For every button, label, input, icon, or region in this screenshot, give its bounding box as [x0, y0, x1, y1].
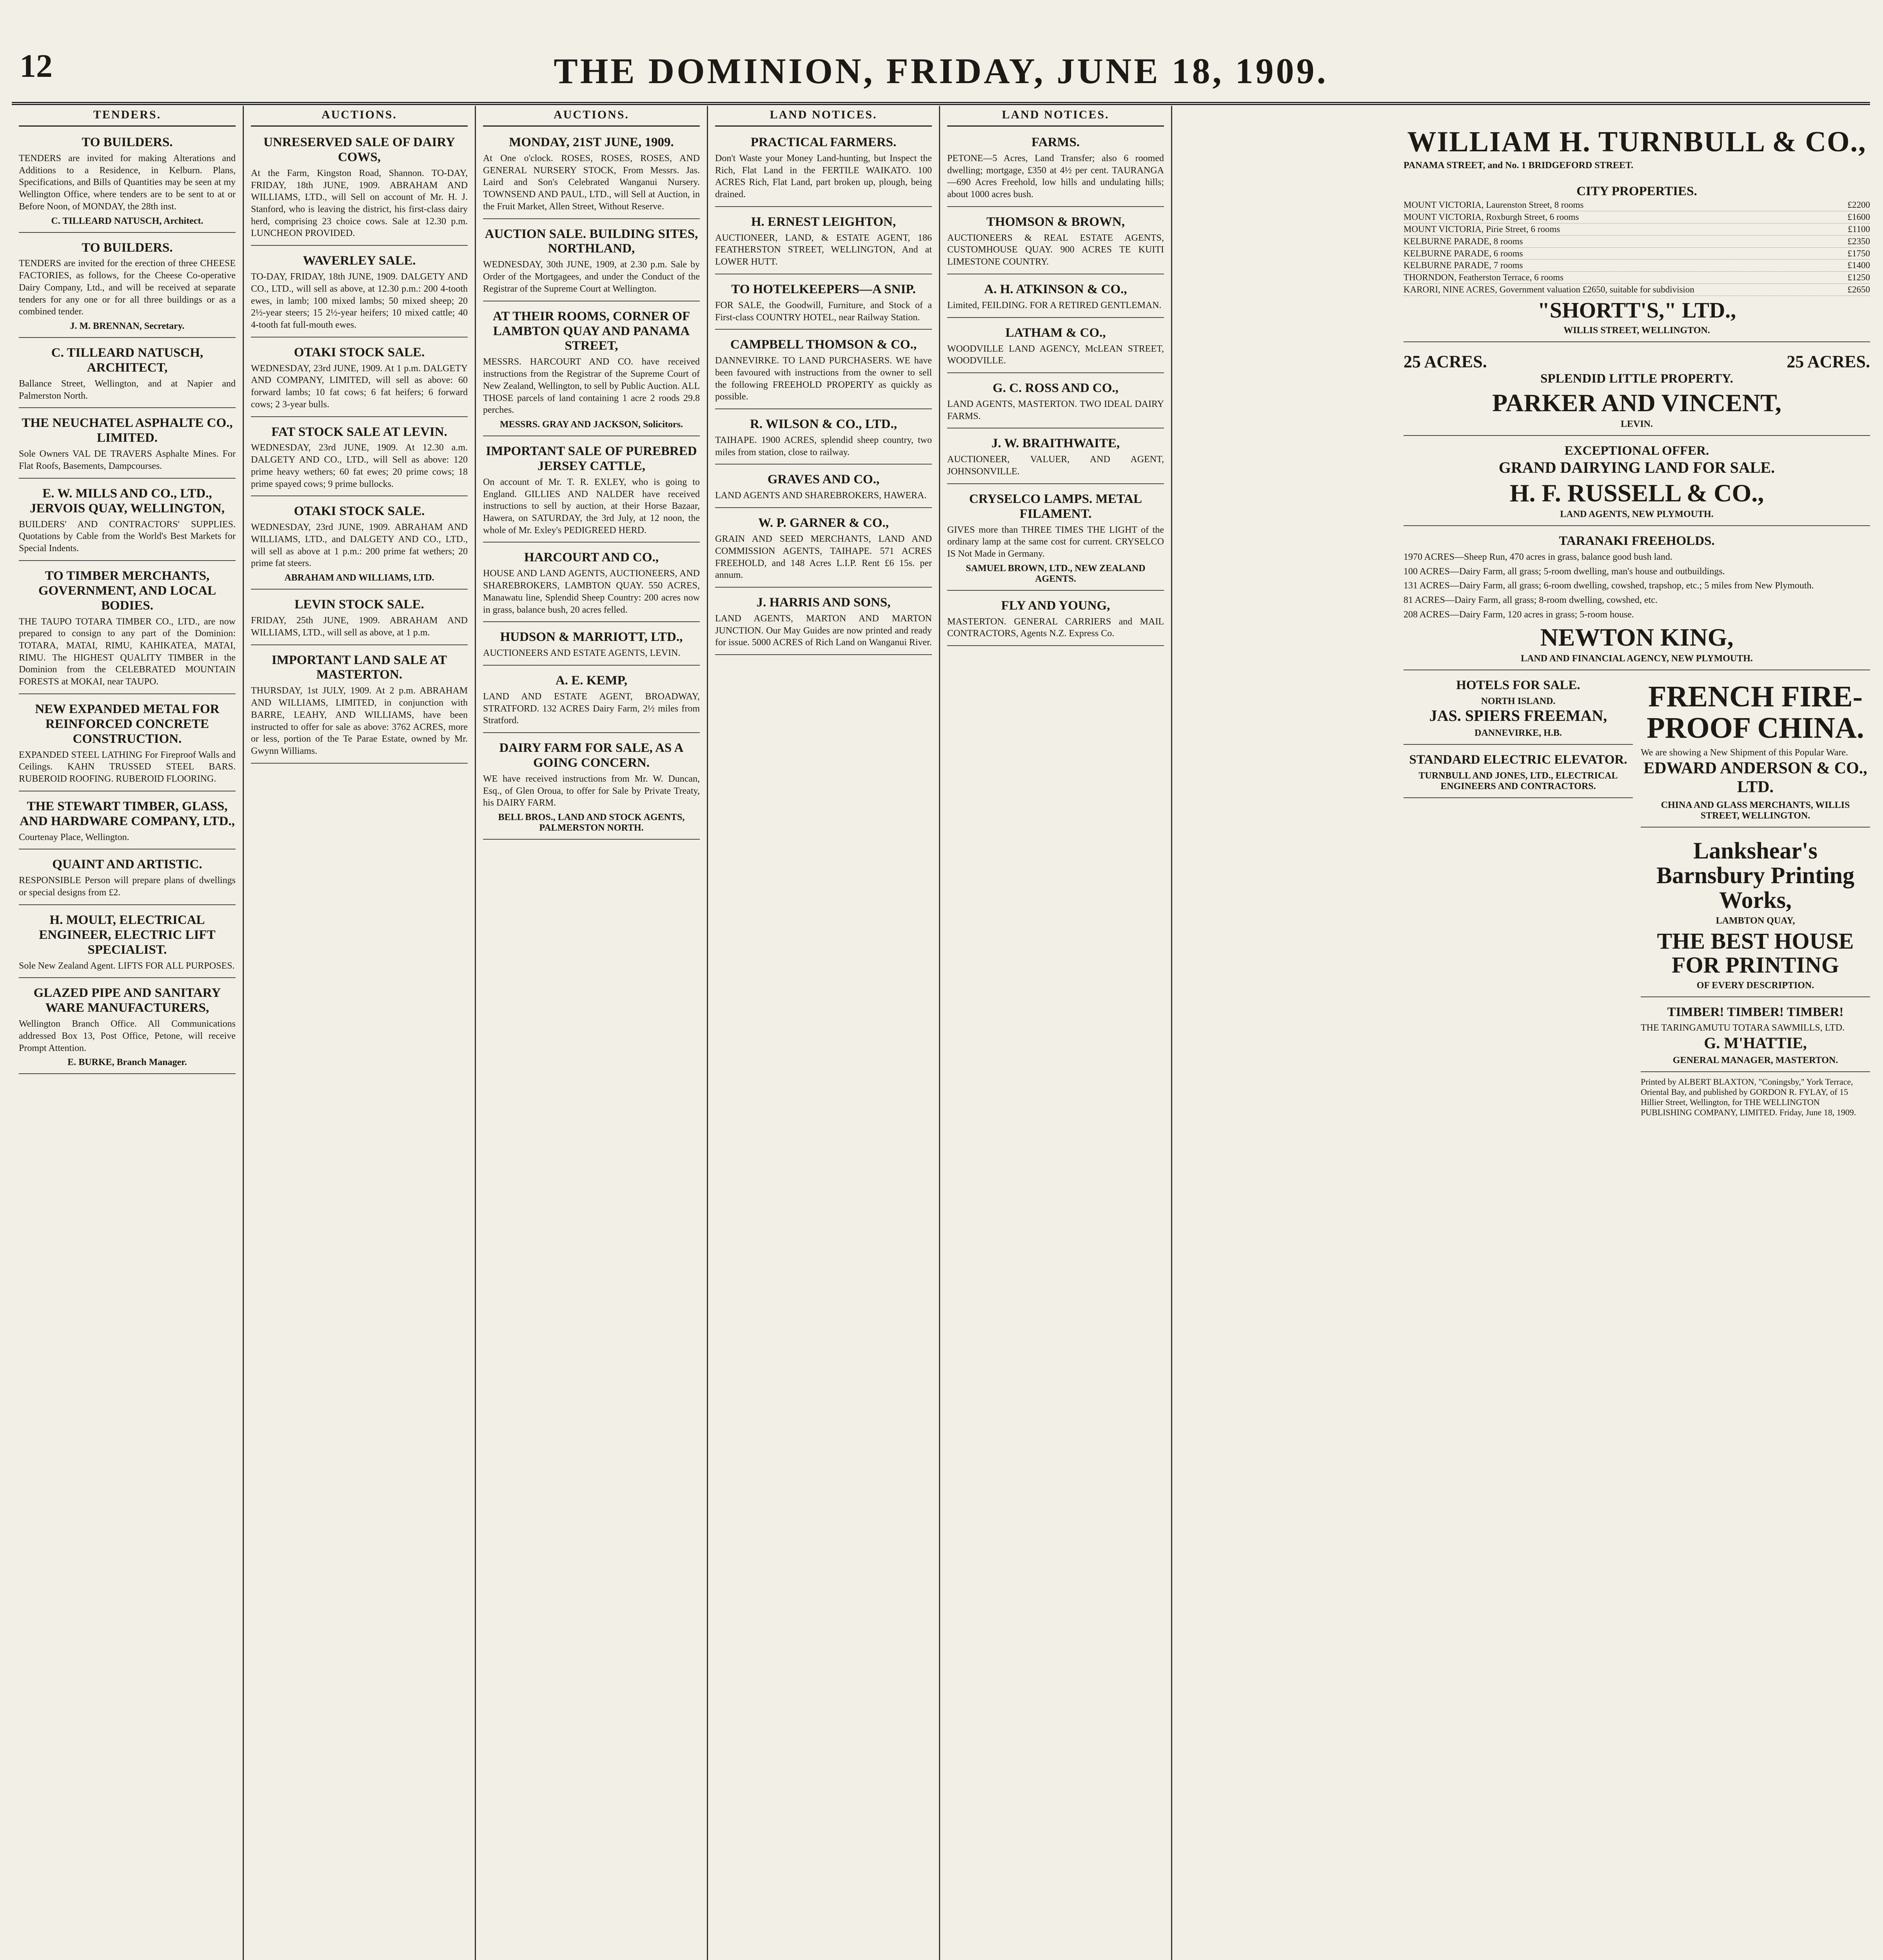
- ad-title: THE NEUCHATEL ASPHALTE CO., LIMITED.: [22, 416, 233, 445]
- ad-title: IMPORTANT SALE OF PUREBRED JERSEY CATTLE,: [486, 444, 697, 473]
- advertisement: [251, 132, 468, 246]
- ad-body: WEDNESDAY, 30th JUNE, 1909, at 2.30 p.m. Sale by Order of the Mortgagees, and under the Conduct of the Registrar of the Supreme Court at Wellington.: [483, 260, 700, 294]
- ad-title: J. W. BRAITHWAITE,: [991, 436, 1120, 451]
- ad-body: Don't Waste your Money Land-hunting, but Inspect the Rich, Flat Land in the FERTILE WAIKATO. 100 ACRES Rich, Flat Land, part broken up, plough, being drained.: [715, 153, 932, 200]
- advertisement: [251, 501, 468, 590]
- ad-body: LAND AGENTS AND SHAREBROKERS, HAWERA.: [715, 490, 927, 501]
- city-properties-title: CITY PROPERTIES.: [1576, 184, 1697, 198]
- china-ad: [1641, 675, 1870, 828]
- advertisement: [19, 854, 236, 905]
- property-price: £1250: [1847, 272, 1870, 283]
- property-label: KARORI, NINE ACRES, Government valuation £2650, suitable for subdivision: [1404, 285, 1694, 295]
- ad-body: Wellington Branch Office. All Communications addressed Box 13, Post Office, Petone, will receive Prompt Attention.: [19, 1019, 236, 1053]
- ad-title: OTAKI STOCK SALE.: [294, 345, 425, 359]
- taranaki-row: 1970 ACRES—Sheep Run, 470 acres in grass, balance good bush land.: [1404, 552, 1672, 563]
- printing-sub: OF EVERY DESCRIPTION.: [1696, 980, 1814, 991]
- city-property-row: [1404, 199, 1870, 211]
- timber-body: THE TARINGAMUTU TOTARA SAWMILLS, LTD.: [1641, 1023, 1845, 1033]
- ad-title: HARCOURT AND CO.,: [524, 550, 659, 565]
- ad-body: AUCTIONEER, LAND, & ESTATE AGENT, 186 FEATHERSTON STREET, WELLINGTON, And at LOWER HUTT.: [715, 232, 932, 267]
- advertisement: [715, 279, 932, 330]
- column-header: TENDERS.: [19, 106, 236, 127]
- advertisement: [19, 983, 236, 1074]
- city-property-row: [1404, 284, 1870, 296]
- ad-body: THURSDAY, 1st JULY, 1909. At 2 p.m. ABRAHAM AND WILLIAMS, LIMITED, in conjunction with BARRE, LEAHY, AND WILLIAMS, have been instructed to offer for sale as above: 3762 ACRES, more or less, portion of the Te Parae Estate, owned by Mr. Gwynn Williams.: [251, 686, 468, 756]
- anderson-address: CHINA AND GLASS MERCHANTS, WILLIS STREET, WELLINGTON.: [1661, 800, 1850, 821]
- city-property-row: [1404, 211, 1870, 223]
- ad-title: DAIRY FARM FOR SALE, AS A GOING CONCERN.: [499, 741, 684, 770]
- ad-title: AT THEIR ROOMS, CORNER OF LAMBTON QUAY AND PANAMA STREET,: [492, 309, 690, 353]
- advertisement: [483, 738, 700, 840]
- column-header: AUCTIONS.: [483, 106, 700, 127]
- ad-title: CRYSELCO LAMPS. METAL FILAMENT.: [969, 492, 1142, 521]
- advertisement: [947, 489, 1164, 591]
- ad-body: AUCTIONEER, VALUER, AND AGENT, JOHNSONVILLE.: [947, 454, 1164, 477]
- property-label: MOUNT VICTORIA, Laurenston Street, 8 rooms: [1404, 200, 1584, 210]
- freeman-address: DANNEVIRKE, H.B.: [1474, 728, 1562, 738]
- ad-title: THOMSON & BROWN,: [986, 214, 1125, 229]
- column-4: [708, 106, 940, 1960]
- advertisement: [483, 132, 700, 219]
- column-header: AUCTIONS.: [251, 106, 468, 127]
- ad-title: C. TILLEARD NATUSCH, ARCHITECT,: [51, 346, 203, 375]
- timber-title: TIMBER! TIMBER! TIMBER!: [1667, 1005, 1844, 1019]
- mhattie-agent: G. M'HATTIE,: [1704, 1034, 1807, 1052]
- taranaki-title: TARANAKI FREEHOLDS.: [1559, 534, 1715, 548]
- ad-title: R. WILSON & CO., LTD.,: [750, 417, 897, 432]
- parker-vincent: PARKER AND VINCENT,: [1492, 388, 1781, 417]
- ad-body: DANNEVIRKE. TO LAND PURCHASERS. WE have been favoured with instructions from the owner to sell the following FREEHOLD PROPERTY as quickly as possible.: [715, 356, 932, 402]
- city-property-row: [1404, 260, 1870, 272]
- ad-body: TAIHAPE. 1900 ACRES, splendid sheep country, two miles from station, close to railway.: [715, 435, 932, 457]
- ad-body: WOODVILLE LAND AGENCY, McLEAN STREET, WOODVILLE.: [947, 343, 1164, 366]
- property-label: KELBURNE PARADE, 6 rooms: [1404, 248, 1523, 258]
- acres-ad: [1404, 347, 1870, 436]
- newton-king: NEWTON KING,: [1540, 623, 1734, 651]
- ad-title: NEW EXPANDED METAL FOR REINFORCED CONCRETE CONSTRUCTION.: [35, 702, 220, 746]
- parker-vincent-place: LEVIN.: [1620, 419, 1653, 429]
- advertisement: [947, 323, 1164, 373]
- advertisement: [947, 279, 1164, 318]
- ad-title: TO HOTELKEEPERS—A SNIP.: [731, 282, 916, 296]
- ad-title: QUAINT AND ARTISTIC.: [52, 857, 202, 872]
- property-price: £1100: [1848, 224, 1870, 234]
- ad-title: E. W. MILLS AND CO., LTD., JERVOIS QUAY, WELLINGTON,: [29, 486, 225, 515]
- advertisement: [715, 469, 932, 508]
- ad-title: IMPORTANT LAND SALE AT MASTERTON.: [271, 653, 447, 682]
- city-property-row: [1404, 272, 1870, 284]
- ad-body: LAND AGENTS, MASTERTON. TWO IDEAL DAIRY FARMS.: [947, 399, 1164, 421]
- advertisement: [19, 566, 236, 694]
- ad-title: LATHAM & CO.,: [1005, 325, 1106, 340]
- turnbull-heading: WILLIAM H. TURNBULL & CO.,: [1407, 126, 1867, 158]
- advertisement: [483, 627, 700, 666]
- column-1: [12, 106, 244, 1960]
- lankshear-title: Lankshear's Barnsbury Printing Works,: [1656, 837, 1855, 913]
- property-price: £2350: [1847, 236, 1870, 246]
- taranaki-row: 81 ACRES—Dairy Farm, all grass; 8-room dwelling, cowshed, etc.: [1404, 595, 1658, 606]
- ad-body: WEDNESDAY, 23rd JUNE, 1909. ABRAHAM AND WILLIAMS, LTD., and DALGETY AND CO., LTD., will sell as above at 1 p.m.: 200 prime fat wethers; 20 prime fat steers.: [251, 522, 468, 569]
- advertisement: [19, 910, 236, 978]
- ad-title: THE STEWART TIMBER, GLASS, AND HARDWARE COMPANY, LTD.,: [20, 799, 235, 828]
- ad-body: TENDERS are invited for making Alterations and Additions to a Residence, in Kelburn. Plans, Specifications, and Bills of Quantities may be seen at my Wellington Office, where tenders are to be sent to at or Before Noon, of MONDAY, the 28th inst.: [19, 153, 236, 212]
- ad-body: LAND AGENTS, MARTON AND MARTON JUNCTION. Our May Guides are now printed and ready for issue. 5000 ACRES of Rich Land on Wanganui River.: [715, 613, 932, 648]
- ad-body: MESSRS. HARCOURT AND CO. have received instructions from the Registrar of the Supreme Court of New Zealand, Wellington, to sell by Public Auction. ALL THOSE parcels of land containing 1 acre 2 roods 29.8 perches.: [483, 357, 700, 416]
- advertisement: [715, 334, 932, 409]
- taranaki-row: 131 ACRES—Dairy Farm, all grass; 6-room dwelling, cowshed, trapshop, etc.; 5 miles from New Plymouth.: [1404, 581, 1814, 591]
- acres-left: 25 ACRES.: [1404, 352, 1487, 371]
- russell-agent: H. F. RUSSELL & CO.,: [1509, 479, 1764, 507]
- ad-body: Courtenay Place, Wellington.: [19, 832, 129, 842]
- ad-signature: MESSRS. GRAY AND JACKSON, Solicitors.: [500, 419, 683, 430]
- column-header: LAND NOTICES.: [715, 106, 932, 127]
- ad-body: LAND AND ESTATE AGENT, BROADWAY, STRATFORD. 132 ACRES Dairy Farm, 2½ miles from Stratford.: [483, 691, 700, 726]
- property-label: THORNDON, Featherston Terrace, 6 rooms: [1404, 272, 1564, 283]
- ad-title: GLAZED PIPE AND SANITARY WARE MANUFACTURERS,: [33, 986, 221, 1015]
- ad-body: GIVES more than THREE TIMES THE LIGHT of the ordinary lamp at the same cost for current. CRYSELCO IS Not Made in Germany.: [947, 524, 1164, 559]
- ad-title: CAMPBELL THOMSON & CO.,: [730, 338, 917, 352]
- imprint: Printed by ALBERT BLAXTON, "Coningsby," York Terrace, Oriental Bay, and published by GORDON R. FYLAY, of 15 Hillier Street, Wellington, for THE WELLINGTON PUBLISHING COMPANY, LIMITED. Friday, June 18, 1909.: [1641, 1077, 1856, 1118]
- city-properties: [1404, 181, 1870, 342]
- advertisement: [947, 595, 1164, 646]
- advertisement: [19, 483, 236, 561]
- ad-body: On account of Mr. T. R. EXLEY, who is going to England. GILLIES AND NALDER have received instructions to sell by auction, at their Horse Bazaar, Hawera, on SATURDAY, the 3rd July, at 12 noon, the whole of Mr. Exley's PEDIGREED HERD.: [483, 477, 700, 535]
- column-5: [940, 106, 1172, 1960]
- advertisement: [251, 650, 468, 764]
- ad-title: H. MOULT, ELECTRICAL ENGINEER, ELECTRIC LIFT SPECIALIST.: [39, 913, 216, 957]
- ad-body: Sole New Zealand Agent. LIFTS FOR ALL PURPOSES.: [19, 960, 235, 971]
- ad-body: THE TAUPO TOTARA TIMBER CO., LTD., are now prepared to consign to any part of the Dominion: TOTARA, MATAI, RIMU, KAHIKATEA, MATAI, RIMU. The HIGHEST QUALITY TIMBER in the Dominion from the CELEBRATED MOUNTAIN FORESTS at MOKAI, near TAUPO.: [19, 616, 236, 687]
- acres-right: 25 ACRES.: [1787, 352, 1870, 371]
- hotels-ad: [1404, 675, 1633, 745]
- newton-king-address: LAND AND FINANCIAL AGENCY, NEW PLYMOUTH.: [1521, 653, 1753, 664]
- lankshear-place: LAMBTON QUAY,: [1716, 915, 1795, 926]
- ad-body: Sole Owners VAL DE TRAVERS Asphalte Mines. For Flat Roofs, Basements, Dampcourses.: [19, 449, 236, 471]
- advertisement: [715, 513, 932, 588]
- ad-title: GRAVES AND CO.,: [767, 472, 880, 487]
- ad-title: FLY AND YOUNG,: [1001, 598, 1110, 613]
- mhattie-role: GENERAL MANAGER, MASTERTON.: [1672, 1055, 1838, 1066]
- printing-ad: [1641, 832, 1870, 997]
- ad-title: MONDAY, 21ST JUNE, 1909.: [509, 135, 674, 149]
- right-section: [1404, 125, 1870, 1118]
- ad-title: H. ERNEST LEIGHTON,: [751, 214, 896, 229]
- property-label: KELBURNE PARADE, 8 rooms: [1404, 236, 1523, 246]
- ad-title: TO BUILDERS.: [82, 135, 173, 149]
- china-body: We are showing a New Shipment of this Popular Ware.: [1641, 748, 1848, 758]
- ad-title: UNRESERVED SALE OF DAIRY COWS,: [263, 135, 455, 164]
- turnbull-address: [1404, 160, 1870, 171]
- ad-body: WEDNESDAY, 23rd JUNE, 1909. At 1 p.m. DALGETY AND COMPANY, LIMITED, will sell as above: 60 forward lambs; 10 fat cows; 6 fat heifers; 6 forward cows; 2 3-year bulls.: [251, 363, 468, 410]
- ad-body: GRAIN AND SEED MERCHANTS, LAND AND COMMISSION AGENTS, TAIHAPE. 571 ACRES FREEHOLD, and 148 Acres L.I.P. Rent £6 15s. per annum.: [715, 534, 932, 581]
- taranaki-freeholds: [1404, 531, 1870, 670]
- elevator-ad: [1404, 750, 1633, 798]
- property-label: MOUNT VICTORIA, Roxburgh Street, 6 rooms: [1404, 212, 1579, 222]
- timber-ad: [1641, 1002, 1870, 1073]
- turnbull-address-text: PANAMA STREET, and No. 1 BRIDGEFORD STREET.: [1404, 160, 1634, 171]
- property-price: £2650: [1847, 285, 1870, 295]
- ad-title: WAVERLEY SALE.: [303, 254, 416, 268]
- hotels-title: HOTELS FOR SALE.: [1456, 678, 1580, 692]
- column-3: [476, 106, 708, 1960]
- ad-title: A. E. KEMP,: [555, 673, 628, 688]
- column-2: [244, 106, 476, 1960]
- advertisement: [483, 224, 700, 301]
- city-property-row: [1404, 223, 1870, 236]
- ad-title: FARMS.: [1031, 135, 1080, 149]
- ad-body: RESPONSIBLE Person will prepare plans of dwellings or special designs from £2.: [19, 875, 236, 898]
- ad-body: Ballance Street, Wellington, and at Napier and Palmerston North.: [19, 378, 236, 401]
- advertisement: [251, 250, 468, 338]
- ad-title: G. C. ROSS AND CO.,: [993, 381, 1119, 395]
- ad-body: WE have received instructions from Mr. W. Duncan, Esq., of Glen Oroua, to offer for Sale by Private Treaty, his DAIRY FARM.: [483, 773, 700, 808]
- property-label: MOUNT VICTORIA, Pirie Street, 6 rooms: [1404, 224, 1560, 234]
- ad-body: Limited, FEILDING. FOR A RETIRED GENTLEMAN.: [947, 300, 1162, 310]
- city-property-row: [1404, 248, 1870, 260]
- ad-body: WEDNESDAY, 23rd JUNE, 1909. At 12.30 a.m. DALGETY AND CO., LTD., will Sell as above: 120 prime heavy wethers; 60 fat ewes; 20 prime cows; 18 prime spayed cows; 9 prime bullocks.: [251, 443, 468, 489]
- acres-title: SPLENDID LITTLE PROPERTY.: [1540, 371, 1733, 386]
- advertisement: [19, 343, 236, 408]
- advertisement: [19, 132, 236, 233]
- taranaki-row: 208 ACRES—Dairy Farm, 120 acres in grass; 5-room house.: [1404, 609, 1634, 620]
- hotels-sub: NORTH ISLAND.: [1481, 696, 1556, 706]
- ad-title: OTAKI STOCK SALE.: [294, 504, 425, 519]
- shortts-agent: "SHORTT'S," LTD.,: [1537, 298, 1736, 323]
- ad-body: EXPANDED STEEL LATHING For Fireproof Walls and Ceilings. KAHN TRUSSED STEEL BARS. RUBEROID ROOFING. RUBEROID FLOORING.: [19, 750, 236, 784]
- advertisement: [715, 414, 932, 465]
- advertisement: [483, 441, 700, 543]
- ad-body: PETONE—5 Acres, Land Transfer; also 6 roomed dwelling; mortgage, £350 at 4½ per cent. TAURANGA—690 Acres Freehold, low hills and undulating hills; about 1000 acres bush.: [947, 153, 1164, 200]
- advertisement: [483, 670, 700, 733]
- property-price: £1750: [1847, 248, 1870, 258]
- advertisement: [483, 547, 700, 622]
- advertisement: [715, 132, 932, 207]
- ad-body: AUCTIONEERS AND ESTATE AGENTS, LEVIN.: [483, 648, 681, 659]
- ad-title: HUDSON & MARRIOTT, LTD.,: [500, 630, 683, 644]
- exceptional-title: EXCEPTIONAL OFFER.: [1564, 443, 1709, 458]
- ad-title: FAT STOCK SALE AT LEVIN.: [271, 425, 447, 439]
- advertisement: [947, 132, 1164, 207]
- ad-signature: J. M. BRENNAN, Secretary.: [70, 321, 185, 332]
- taranaki-row: 100 ACRES—Dairy Farm, all grass; 5-room dwelling, man's house and outbuildings.: [1404, 566, 1725, 577]
- ad-title: LEVIN STOCK SALE.: [294, 597, 424, 612]
- ad-body: At One o'clock. ROSES, ROSES, ROSES, AND GENERAL NURSERY STOCK, From Messrs. Jas. Laird and Son's Celebrated Wanganui Nursery. TOWNSEND AND PAUL, LTD., will Sell at Auction, in the Fruit Market, Allen Street, Without Reserve.: [483, 153, 700, 212]
- ad-body: At the Farm, Kingston Road, Shannon. TO-DAY, FRIDAY, 18th JUNE, 1909. ABRAHAM AND WILLIAMS, LTD., will Sell on account of Mr. H. J. Stanford, who is leaving the district, his first-class dairy herd, comprising 23 choice cows. Sale at 12.30 p.m. LUNCHEON PROVIDED.: [251, 168, 468, 239]
- advertisement: [483, 306, 700, 436]
- advertisement: [947, 378, 1164, 428]
- ad-title: AUCTION SALE. BUILDING SITES, NORTHLAND,: [485, 227, 698, 256]
- ad-title: W. P. GARNER & CO.,: [758, 516, 889, 530]
- masthead: [12, 43, 1870, 105]
- ad-title: J. HARRIS AND SONS,: [756, 595, 891, 610]
- ad-signature: SAMUEL BROWN, LTD., NEW ZEALAND AGENTS.: [966, 563, 1146, 584]
- property-label: KELBURNE PARADE, 7 rooms: [1404, 260, 1523, 270]
- exceptional-offer: [1404, 441, 1870, 526]
- ad-title: TO TIMBER MERCHANTS, GOVERNMENT, AND LOCAL BODIES.: [38, 568, 216, 613]
- advertisement: [947, 212, 1164, 274]
- ad-body: FOR SALE, the Goodwill, Furniture, and Stock of a First-class COUNTRY HOTEL, near Railway Station.: [715, 300, 932, 323]
- china-title: FRENCH FIRE-PROOF CHINA.: [1647, 680, 1864, 744]
- advertisement: [715, 592, 932, 655]
- ad-body: AUCTIONEERS & REAL ESTATE AGENTS, CUSTOMHOUSE QUAY. 900 ACRES TE KUITI LIMESTONE COUNTRY.: [947, 232, 1164, 267]
- ad-title: PRACTICAL FARMERS.: [750, 135, 897, 149]
- advertisement: [19, 796, 236, 850]
- ad-body: TENDERS are invited for the erection of three CHEESE FACTORIES, as follows, for the Cheese Co-operative Dairy Company, Ltd., and will be received at separate tenders for any one or for all three buildings or as a combined tender.: [19, 258, 236, 317]
- advertisement: [251, 422, 468, 497]
- advertisement: [19, 413, 236, 478]
- anderson-agent: EDWARD ANDERSON & CO., LTD.: [1643, 759, 1867, 797]
- ad-body: MASTERTON. GENERAL CARRIERS and MAIL CONTRACTORS, Agents N.Z. Express Co.: [947, 616, 1164, 639]
- advertisement: [251, 342, 468, 417]
- grand-dairying: GRAND DAIRYING LAND FOR SALE.: [1498, 458, 1775, 476]
- shortts-address: WILLIS STREET, WELLINGTON.: [1563, 325, 1710, 336]
- ad-body: BUILDERS' AND CONTRACTORS' SUPPLIES. Quotations by Cable from the World's Best Markets for Special Indents.: [19, 519, 236, 554]
- ad-body: FRIDAY, 25th JUNE, 1909. ABRAHAM AND WILLIAMS, LTD., will sell as above, at 1 p.m.: [251, 615, 468, 638]
- advertisement: [251, 594, 468, 645]
- best-house-slogan: THE BEST HOUSE FOR PRINTING: [1657, 928, 1854, 978]
- property-price: £1400: [1847, 260, 1870, 270]
- ad-body: HOUSE AND LAND AGENTS, AUCTIONEERS, AND SHAREBROKERS, LAMBTON QUAY. 550 ACRES, Manawatu line, Splendid Sheep Country: 200 acres now in grass, balance bush, 20 acres felled.: [483, 568, 700, 615]
- ad-body: TO-DAY, FRIDAY, 18th JUNE, 1909. DALGETY AND CO., LTD., will sell as above, at 12.30 p.m.: 200 4-tooth ewes, in lamb; 100 mixed lambs; 50 mixed sheep; 20 2½-year steers; 15 2½-year heifers; 10 mixed cattle; 40 4-tooth fat full-mouth ewes.: [251, 272, 468, 330]
- ad-signature: BELL BROS., LAND AND STOCK AGENTS, PALMERSTON NORTH.: [498, 812, 685, 833]
- advertisement: [947, 433, 1164, 484]
- ad-signature: ABRAHAM AND WILLIAMS, LTD.: [284, 573, 434, 583]
- page-number: 12: [20, 48, 53, 84]
- advertisement: [19, 699, 236, 791]
- ad-title: A. H. ATKINSON & CO.,: [984, 282, 1127, 296]
- freeman-agent: JAS. SPIERS FREEMAN,: [1429, 706, 1607, 724]
- advertisement: [19, 238, 236, 338]
- column-header: LAND NOTICES.: [947, 106, 1164, 127]
- property-price: £2200: [1847, 200, 1870, 210]
- city-properties-rows: [1404, 199, 1870, 296]
- property-price: £1600: [1847, 212, 1870, 222]
- advertisement: [715, 212, 932, 274]
- ad-signature: C. TILLEARD NATUSCH, Architect.: [51, 216, 203, 226]
- city-property-row: [1404, 236, 1870, 248]
- russell-address: LAND AGENTS, NEW PLYMOUTH.: [1560, 509, 1714, 520]
- elevator-title: STANDARD ELECTRIC ELEVATOR.: [1409, 752, 1627, 767]
- elevator-agent: TURNBULL AND JONES, LTD., ELECTRICAL ENGINEERS AND CONTRACTORS.: [1418, 770, 1618, 791]
- page-title: THE DOMINION, FRIDAY, JUNE 18, 1909.: [554, 51, 1328, 91]
- ad-signature: E. BURKE, Branch Manager.: [67, 1057, 187, 1068]
- ad-title: TO BUILDERS.: [82, 240, 173, 255]
